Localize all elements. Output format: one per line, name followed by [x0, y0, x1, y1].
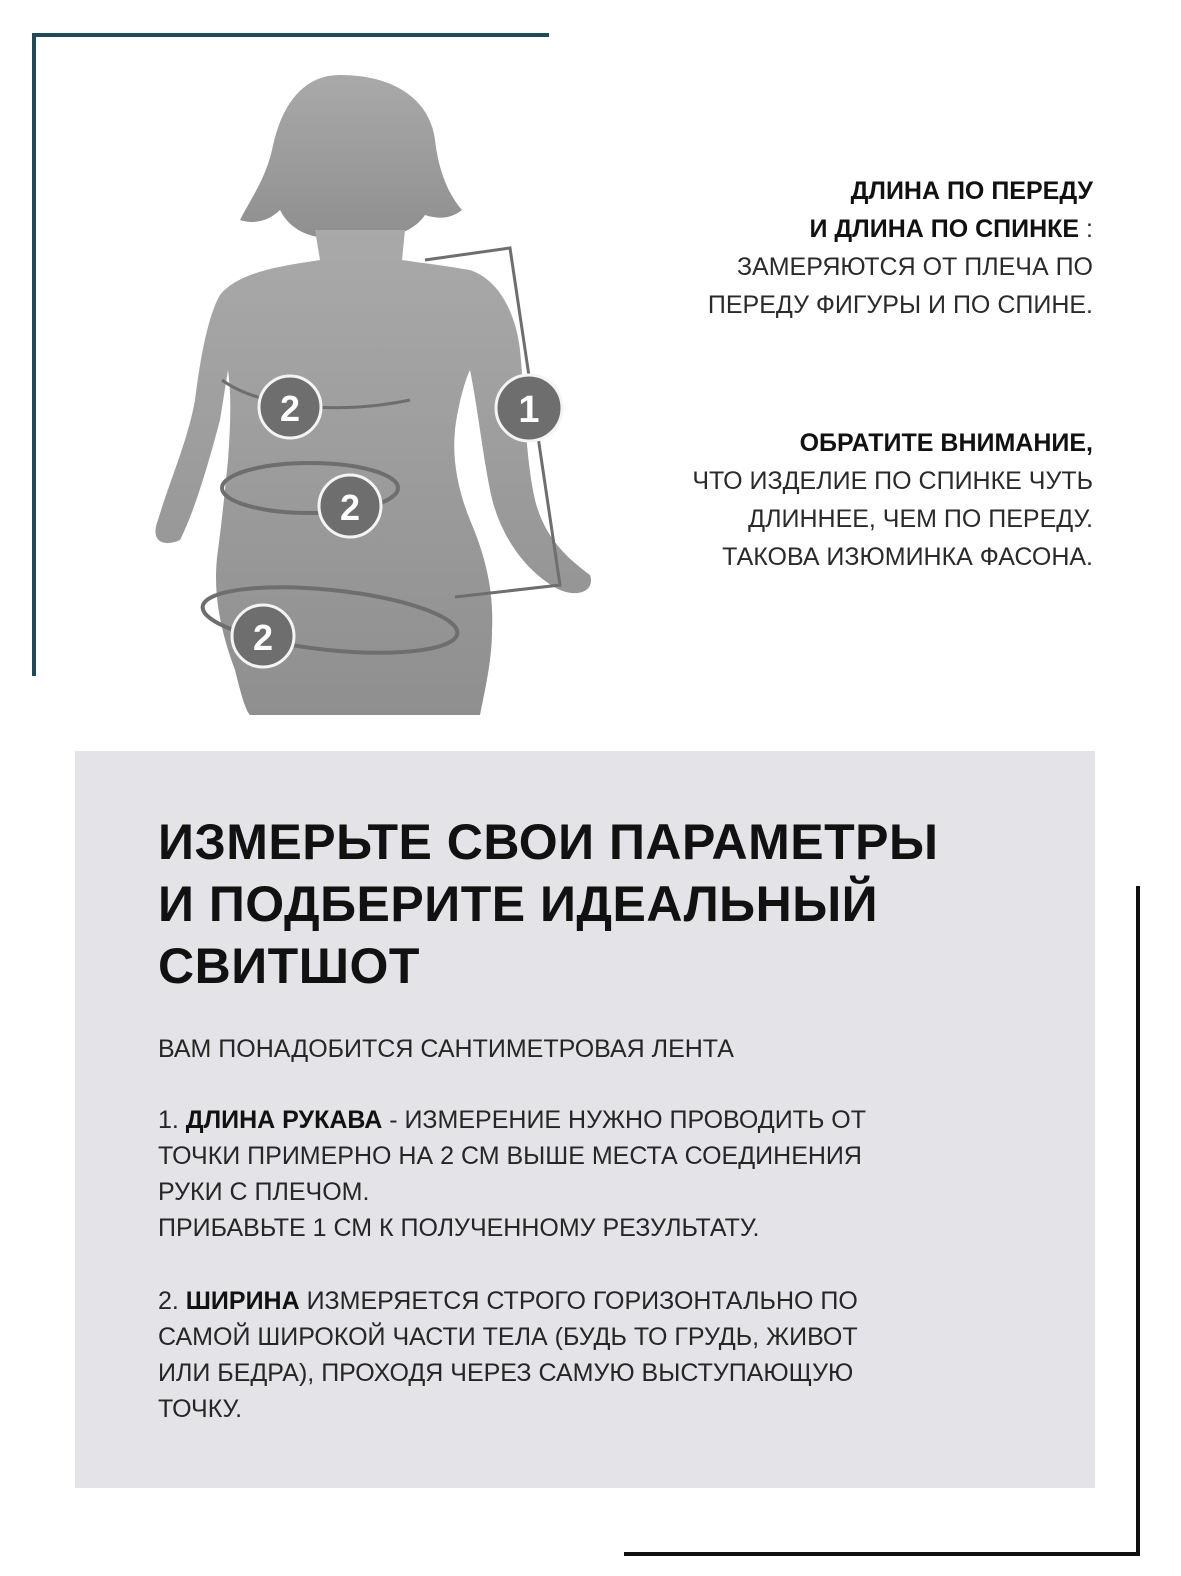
note-length	[533, 172, 1093, 324]
item2-line2: САМОЙ ШИРОКОЙ ЧАСТИ ТЕЛА (БУДЬ ТО ГРУДЬ, ЖИВОТ	[158, 1323, 858, 1351]
silhouette-hair	[240, 75, 462, 238]
marker-hips	[232, 605, 294, 667]
item1-line2: ТОЧКИ ПРИМЕРНО НА 2 СМ ВЫШЕ МЕСТА СОЕДИНЕНИЯ	[158, 1142, 862, 1170]
panel-title-line3: СВИТШОТ	[158, 938, 420, 994]
frame-top-line	[32, 33, 549, 37]
item2-line1: ИЗМЕРЯЕТСЯ СТРОГО ГОРИЗОНТАЛЬНО ПО	[299, 1287, 858, 1315]
note-length-line3: ЗАМЕРЯЮТСЯ ОТ ПЛЕЧА ПО	[736, 253, 1093, 281]
item1-number: 1.	[158, 1106, 186, 1134]
frame-bottom-line	[624, 1552, 1140, 1556]
note-length-line4: ПЕРЕДУ ФИГУРЫ И ПО СПИНЕ.	[707, 291, 1093, 319]
marker-waist-label: 2	[339, 487, 361, 528]
marker-length-label: 1	[518, 389, 540, 431]
marker-waist	[319, 475, 381, 537]
body-silhouette-figure	[140, 70, 600, 715]
note-length-line2-bold: И ДЛИНА ПО СПИНКЕ	[809, 215, 1080, 243]
item1-line4: ПРИБАВЬТЕ 1 СМ К ПОЛУЧЕННОМУ РЕЗУЛЬТАТУ.	[158, 1214, 760, 1242]
item1-line3: РУКИ С ПЛЕЧОМ.	[158, 1178, 370, 1206]
instructions-panel	[75, 751, 1095, 1488]
marker-chest	[259, 376, 321, 438]
marker-chest-label: 2	[279, 388, 301, 429]
note-attention	[533, 424, 1093, 576]
panel-intro: ВАМ ПОНАДОБИТСЯ САНТИМЕТРОВАЯ ЛЕНТА	[158, 1035, 734, 1063]
panel-title-line2: И ПОДБЕРИТЕ ИДЕАЛЬНЫЙ	[158, 876, 879, 932]
note-attention-heading: ОБРАТИТЕ ВНИМАНИЕ,	[799, 429, 1093, 457]
item1-line1: - ИЗМЕРЕНИЕ НУЖНО ПРОВОДИТЬ ОТ	[382, 1106, 867, 1134]
note-attention-line3: ТАКОВА ИЗЮМИНКА ФАСОНА.	[722, 543, 1093, 571]
item2-line4: ТОЧКУ.	[158, 1395, 243, 1423]
note-length-line1: ДЛИНА ПО ПЕРЕДУ	[850, 177, 1093, 205]
frame-left-line	[32, 33, 36, 676]
item2-number: 2.	[158, 1287, 186, 1315]
item1-heading: ДЛИНА РУКАВА	[185, 1106, 383, 1134]
note-attention-line1: ЧТО ИЗДЕЛИЕ ПО СПИНКЕ ЧУТЬ	[692, 467, 1093, 495]
panel-title-line1: ИЗМЕРЬТЕ СВОИ ПАРАМЕТРЫ	[158, 814, 939, 870]
note-attention-line2: ДЛИННЕЕ, ЧЕМ ПО ПЕРЕДУ.	[748, 505, 1093, 533]
note-length-line2-rest: :	[1079, 215, 1093, 243]
instruction-item-width	[158, 1283, 1038, 1427]
frame-right-line	[1136, 886, 1140, 1556]
instruction-item-sleeve	[158, 1102, 1038, 1246]
marker-hips-label: 2	[252, 617, 274, 658]
item2-heading: ШИРИНА	[185, 1287, 300, 1315]
panel-title	[158, 811, 1058, 997]
item2-line3: ИЛИ БЕДРА), ПРОХОДЯ ЧЕРЕЗ САМУЮ ВЫСТУПАЮЩУЮ	[158, 1359, 854, 1387]
